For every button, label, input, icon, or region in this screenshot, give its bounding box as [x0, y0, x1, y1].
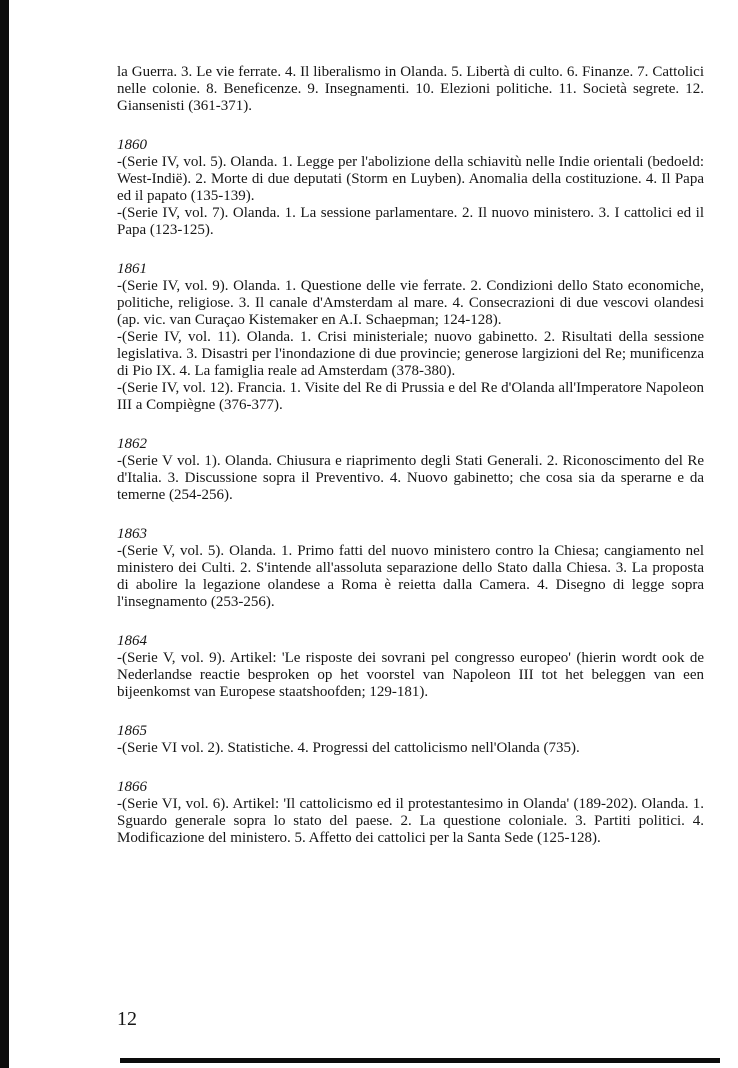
section-1862	[117, 436, 704, 504]
section-1860	[117, 137, 704, 239]
entry: -(Serie IV, vol. 11). Olanda. 1. Crisi ministeriale; nuovo gabinetto. 2. Risultati della sessione legislativa. 3. Disastri per l'inondazione di due provincie; generose largizioni del Re; munificenza di Pio IX. 4. La famiglia reale ad Amsterdam (378-380).	[117, 329, 704, 379]
entry: -(Serie IV, vol. 12). Francia. 1. Visite del Re di Prussia e del Re d'Olanda all'Imperatore Napoleon III a Compiègne (376-377).	[117, 380, 704, 413]
entry: -(Serie IV, vol. 7). Olanda. 1. La sessione parlamentare. 2. Il nuovo ministero. 3. I cattolici ed il Papa (123-125).	[117, 205, 704, 238]
entry: -(Serie IV, vol. 5). Olanda. 1. Legge per l'abolizione della schiavitù nelle Indie orientali (bedoeld: West-Indië). 2. Morte di due deputati (Storm en Luyben). Anomalia della costituzione. 4. Il Papa ed il papato (135-139).	[117, 154, 704, 204]
page-number: 12	[117, 1008, 137, 1030]
year-heading: 1863	[117, 526, 147, 542]
entry: -(Serie IV, vol. 9). Olanda. 1. Questione delle vie ferrate. 2. Condizioni dello Stato economiche, politiche, religiose. 3. Il canale d'Amsterdam al mare. 4. Consecrazioni di due vescovi olandesi (ap. vic. van Curaçao Kistemaker en A.I. Schaepman; 124-128).	[117, 278, 704, 328]
year-heading: 1860	[117, 137, 147, 153]
section-1865	[117, 723, 704, 757]
entry: -(Serie V, vol. 9). Artikel: 'Le risposte dei sovrani pel congresso europeo' (hierin wordt ook de Nederlandse reactie besproken op het voorstel van Napoleon III tot het beleggen van een bijeenkomst van Europese staatshoofden; 129-181).	[117, 650, 704, 700]
year-heading: 1861	[117, 261, 147, 277]
section-1866	[117, 779, 704, 847]
intro-paragraph: la Guerra. 3. Le vie ferrate. 4. Il liberalismo in Olanda. 5. Libertà di culto. 6. Finanze. 7. Cattolici nelle colonie. 8. Beneficenze. 9. Insegnamenti. 10. Elezioni politiche. 11. Società segrete. 12. Giansenisti (361-371).	[117, 64, 704, 114]
year-heading: 1866	[117, 779, 147, 795]
entry: -(Serie V, vol. 5). Olanda. 1. Primo fatti del nuovo ministero contro la Chiesa; cangiamento nel ministero dei Culti. 2. S'intende all'assoluta separazione dello Stato dalla Chiesa. 3. La proposta di abolire la legazione olandese a Roma è reietta dalla Camera. 4. Disegno di legge sopra l'insegnamento (253-256).	[117, 543, 704, 610]
entry: -(Serie VI vol. 2). Statistiche. 4. Progressi del cattolicismo nell'Olanda (735).	[117, 740, 580, 756]
entry: -(Serie V vol. 1). Olanda. Chiusura e riaprimento degli Stati Generali. 2. Riconoscimento del Re d'Italia. 3. Discussione sopra il Preventivo. 4. Nuovo gabinetto; che cosa sia da sperarne e da temerne (254-256).	[117, 453, 704, 503]
bottom-rule	[120, 1058, 720, 1063]
year-heading: 1864	[117, 633, 147, 649]
section-1864	[117, 633, 704, 701]
section-1861	[117, 261, 704, 414]
page-left-edge	[0, 0, 9, 1068]
year-heading: 1862	[117, 436, 147, 452]
year-heading: 1865	[117, 723, 147, 739]
section-1863	[117, 526, 704, 611]
entry: -(Serie VI, vol. 6). Artikel: 'Il cattolicismo ed il protestantesimo in Olanda' (189-202). Olanda. 1. Sguardo generale sopra lo stato del paese. 2. La questione coloniale. 3. Partiti politici. 4. Modificazione del ministero. 5. Affetto dei cattolici per la Santa Sede (125-128).	[117, 796, 704, 846]
page-body	[117, 64, 704, 847]
